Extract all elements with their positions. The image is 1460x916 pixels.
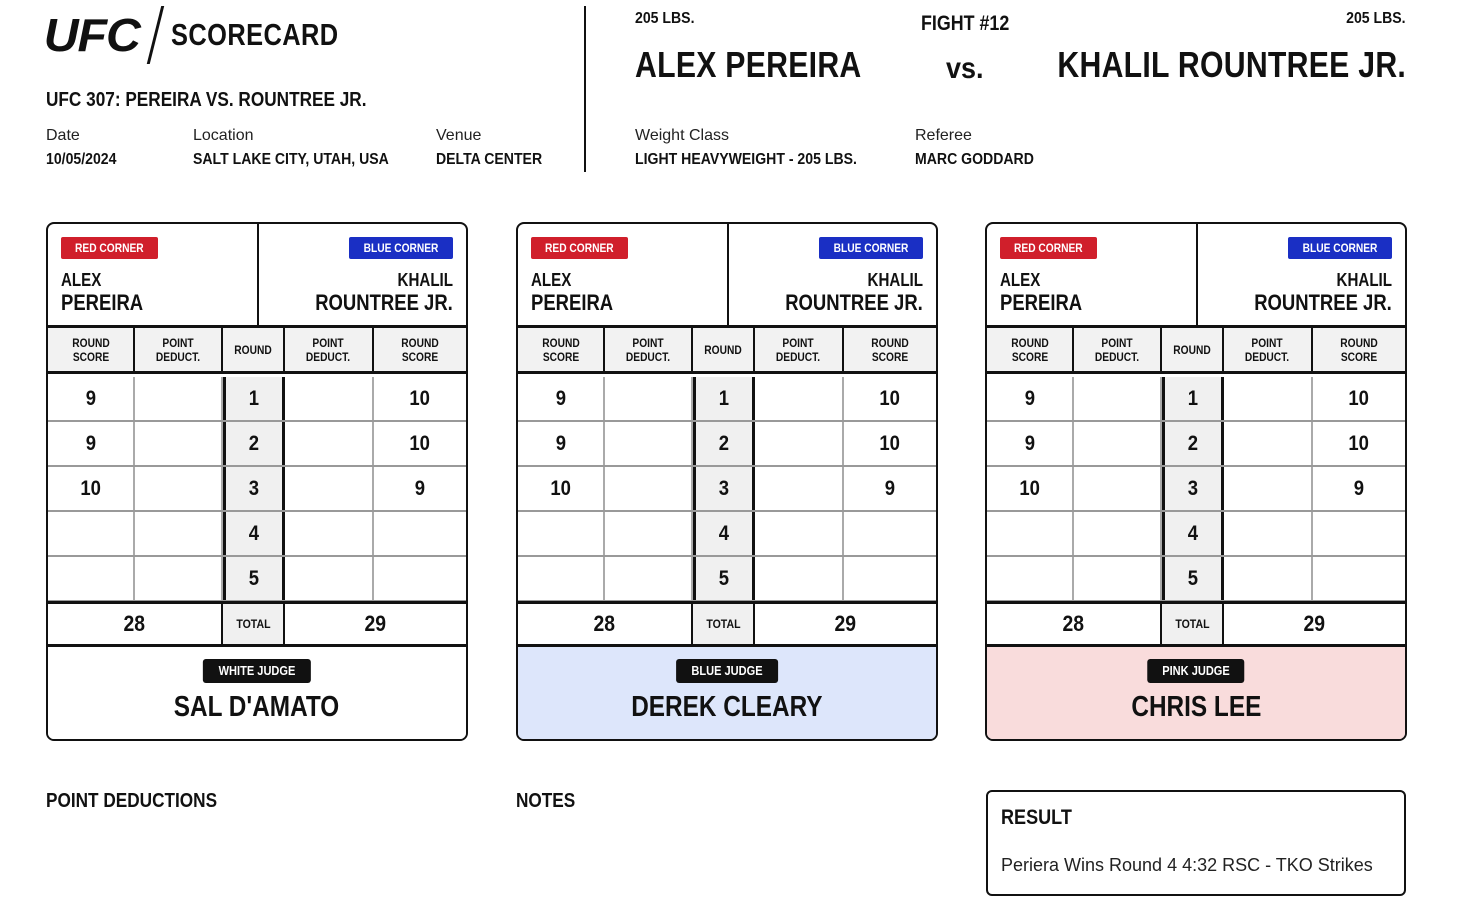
header-round: ROUND (223, 328, 285, 371)
blue-round-score: 9 (884, 476, 896, 500)
logo-divider (146, 6, 163, 64)
round-row (987, 512, 1405, 557)
blue-corner-badge: BLUE CORNER (349, 237, 453, 259)
judge-name: SAL D'AMATO (174, 691, 340, 723)
blue-point-deduction (755, 557, 844, 600)
blue-point-deduction (755, 467, 844, 510)
round-number: 4 (693, 512, 755, 555)
round-number: 4 (223, 512, 285, 555)
referee-label: Referee (915, 127, 972, 144)
round-number: 4 (1162, 512, 1224, 555)
red-corner-badge: RED CORNER (61, 237, 158, 259)
judge-panel (518, 647, 936, 739)
result-text: Periera Wins Round 4 4:32 RSC - TKO Strikes (1001, 855, 1373, 875)
red-round-score (518, 512, 605, 555)
card-header (987, 224, 1405, 328)
card-header (48, 224, 466, 328)
blue-point-deduction (1224, 512, 1313, 555)
blue-point-deduction (285, 557, 374, 600)
corner-divider (1196, 224, 1198, 328)
red-fighter-first-name: ALEX (61, 270, 102, 290)
red-round-score: 10 (518, 467, 605, 510)
red-point-deduction (135, 512, 223, 555)
location-label: Location (193, 127, 254, 144)
corner-divider (257, 224, 259, 328)
header-point-deduct: POINT DEDUCT. (285, 328, 374, 371)
blue-round-score: 10 (409, 386, 431, 410)
blue-round-score: 9 (414, 476, 426, 500)
result-title: RESULT (1001, 806, 1072, 829)
red-round-score (518, 557, 605, 600)
blue-fighter-last-name: ROUNTREE JR. (785, 290, 923, 315)
fight-number: FIGHT #12 (921, 12, 1010, 35)
red-round-score: 9 (518, 422, 605, 465)
blue-corner-badge: BLUE CORNER (819, 237, 923, 259)
judge-name: DEREK CLEARY (631, 691, 823, 723)
round-number: 1 (693, 377, 755, 420)
blue-round-score (1313, 512, 1405, 555)
scorecard-judge-1 (46, 222, 468, 741)
red-corner-badge: RED CORNER (531, 237, 628, 259)
round-number: 1 (1162, 377, 1224, 420)
round-row (987, 422, 1405, 467)
red-point-deduction (1074, 467, 1162, 510)
blue-fighter-first-name: KHALIL (867, 270, 923, 290)
score-grid-header (48, 328, 466, 374)
round-row (518, 512, 936, 557)
blue-point-deduction (755, 422, 844, 465)
red-point-deduction (605, 467, 693, 510)
red-point-deduction (135, 467, 223, 510)
red-round-score: 10 (987, 467, 1074, 510)
round-row (987, 377, 1405, 422)
round-row (987, 557, 1405, 602)
blue-weight: 205 LBS. (1346, 10, 1406, 27)
blue-round-score: 10 (1348, 386, 1370, 410)
blue-round-score (844, 557, 936, 600)
judge-panel (48, 647, 466, 739)
weight-class-value: LIGHT HEAVYWEIGHT - 205 LBS. (635, 151, 857, 168)
scorecard-judge-2 (516, 222, 938, 741)
header-round: ROUND (693, 328, 755, 371)
round-number: 5 (1162, 557, 1224, 600)
judge-name: CHRIS LEE (1131, 691, 1261, 723)
red-round-score (987, 557, 1074, 600)
header-round-score: ROUND SCORE (48, 328, 135, 371)
judge-badge: PINK JUDGE (1147, 659, 1244, 683)
total-row (518, 601, 936, 647)
corner-divider (727, 224, 729, 328)
red-total: 28 (987, 604, 1162, 644)
blue-total: 29 (364, 611, 387, 636)
red-point-deduction (1074, 422, 1162, 465)
scorecard-logo-text: SCORECARD (170, 17, 339, 52)
blue-total: 29 (1303, 611, 1326, 636)
header-point-deduct: POINT DEDUCT. (135, 328, 223, 371)
blue-round-score (374, 512, 466, 555)
red-point-deduction (1074, 557, 1162, 600)
venue-value: DELTA CENTER (436, 151, 543, 168)
round-number: 3 (1162, 467, 1224, 510)
red-total: 28 (48, 604, 223, 644)
header-point-deduct: POINT DEDUCT. (755, 328, 844, 371)
red-weight: 205 LBS. (635, 10, 695, 27)
round-row (518, 467, 936, 512)
blue-fighter-first-name: KHALIL (1336, 270, 1392, 290)
total-label: TOTAL (223, 604, 285, 644)
ufc-scorecard-logo (43, 6, 375, 64)
red-fighter-first-name: ALEX (1000, 270, 1041, 290)
blue-point-deduction (1224, 467, 1313, 510)
blue-round-score (844, 512, 936, 555)
blue-point-deduction (755, 512, 844, 555)
header-divider (584, 6, 586, 172)
red-round-score: 10 (48, 467, 135, 510)
blue-total: 29 (834, 611, 857, 636)
round-row (48, 377, 466, 422)
round-row (518, 377, 936, 422)
round-number: 3 (223, 467, 285, 510)
blue-fighter-name: KHALIL ROUNTREE JR. (1057, 44, 1406, 85)
result-box (986, 790, 1406, 896)
blue-round-score (374, 557, 466, 600)
header-point-deduct: POINT DEDUCT. (1224, 328, 1313, 371)
blue-point-deduction (755, 377, 844, 420)
red-point-deduction (605, 422, 693, 465)
round-row (518, 422, 936, 467)
red-point-deduction (605, 512, 693, 555)
red-corner-badge: RED CORNER (1000, 237, 1097, 259)
round-number: 5 (223, 557, 285, 600)
red-fighter-last-name: PEREIRA (61, 290, 144, 315)
red-round-score (987, 512, 1074, 555)
round-row (987, 467, 1405, 512)
referee-value: MARC GODDARD (915, 151, 1034, 168)
red-fighter-first-name: ALEX (531, 270, 572, 290)
card-header (518, 224, 936, 328)
red-fighter-name: ALEX PEREIRA (635, 44, 862, 85)
notes-title: NOTES (516, 790, 576, 812)
red-point-deduction (135, 377, 223, 420)
date-label: Date (46, 127, 80, 144)
judge-badge: BLUE JUDGE (676, 659, 778, 683)
point-deductions-title: POINT DEDUCTIONS (46, 790, 218, 812)
round-row (518, 557, 936, 602)
total-row (987, 601, 1405, 647)
scorecard-judge-3 (985, 222, 1407, 741)
header-round-score: ROUND SCORE (987, 328, 1074, 371)
red-round-score (48, 512, 135, 555)
total-row (48, 601, 466, 647)
round-number: 3 (693, 467, 755, 510)
red-point-deduction (135, 422, 223, 465)
round-row (48, 467, 466, 512)
blue-point-deduction (1224, 422, 1313, 465)
blue-corner-badge: BLUE CORNER (1288, 237, 1392, 259)
judge-panel (987, 647, 1405, 739)
event-title: UFC 307: PEREIRA VS. ROUNTREE JR. (46, 89, 367, 111)
weight-class-label: Weight Class (635, 127, 729, 144)
header-point-deduct: POINT DEDUCT. (1074, 328, 1162, 371)
blue-point-deduction (1224, 377, 1313, 420)
blue-point-deduction (285, 512, 374, 555)
red-fighter-last-name: PEREIRA (531, 290, 614, 315)
red-point-deduction (605, 557, 693, 600)
blue-round-score: 10 (879, 431, 901, 455)
score-grid-header (518, 328, 936, 374)
total-label: TOTAL (693, 604, 755, 644)
blue-point-deduction (285, 377, 374, 420)
blue-fighter-last-name: ROUNTREE JR. (1254, 290, 1392, 315)
blue-round-score: 9 (1353, 476, 1365, 500)
blue-point-deduction (1224, 557, 1313, 600)
round-number: 2 (223, 422, 285, 465)
blue-fighter-last-name: ROUNTREE JR. (315, 290, 453, 315)
blue-point-deduction (285, 467, 374, 510)
blue-round-score: 10 (1348, 431, 1370, 455)
round-number: 1 (223, 377, 285, 420)
red-round-score: 9 (48, 422, 135, 465)
total-label: TOTAL (1162, 604, 1224, 644)
blue-round-score: 10 (879, 386, 901, 410)
header-round-score: ROUND SCORE (871, 335, 909, 364)
header-round-score: ROUND SCORE (401, 335, 439, 364)
red-point-deduction (605, 377, 693, 420)
header-round-score: ROUND SCORE (518, 328, 605, 371)
date-value: 10/05/2024 (46, 151, 117, 168)
red-total: 28 (518, 604, 693, 644)
header-round: ROUND (1162, 328, 1224, 371)
round-number: 5 (693, 557, 755, 600)
red-round-score (48, 557, 135, 600)
header-round-score: ROUND SCORE (1340, 335, 1378, 364)
red-round-score: 9 (518, 377, 605, 420)
red-round-score: 9 (987, 377, 1074, 420)
red-point-deduction (135, 557, 223, 600)
judge-badge: WHITE JUDGE (203, 659, 311, 683)
header-point-deduct: POINT DEDUCT. (605, 328, 693, 371)
red-round-score: 9 (987, 422, 1074, 465)
blue-round-score: 10 (409, 431, 431, 455)
red-round-score: 9 (48, 377, 135, 420)
vs-label: vs. (946, 52, 984, 85)
blue-point-deduction (285, 422, 374, 465)
round-row (48, 557, 466, 602)
blue-round-score (1313, 557, 1405, 600)
round-number: 2 (693, 422, 755, 465)
location-value: SALT LAKE CITY, UTAH, USA (193, 151, 389, 168)
red-fighter-last-name: PEREIRA (1000, 290, 1083, 315)
red-point-deduction (1074, 512, 1162, 555)
round-row (48, 512, 466, 557)
venue-label: Venue (436, 127, 482, 144)
red-point-deduction (1074, 377, 1162, 420)
blue-fighter-first-name: KHALIL (397, 270, 453, 290)
ufc-logo-text: UFC (43, 9, 140, 61)
round-row (48, 422, 466, 467)
score-grid-header (987, 328, 1405, 374)
round-number: 2 (1162, 422, 1224, 465)
